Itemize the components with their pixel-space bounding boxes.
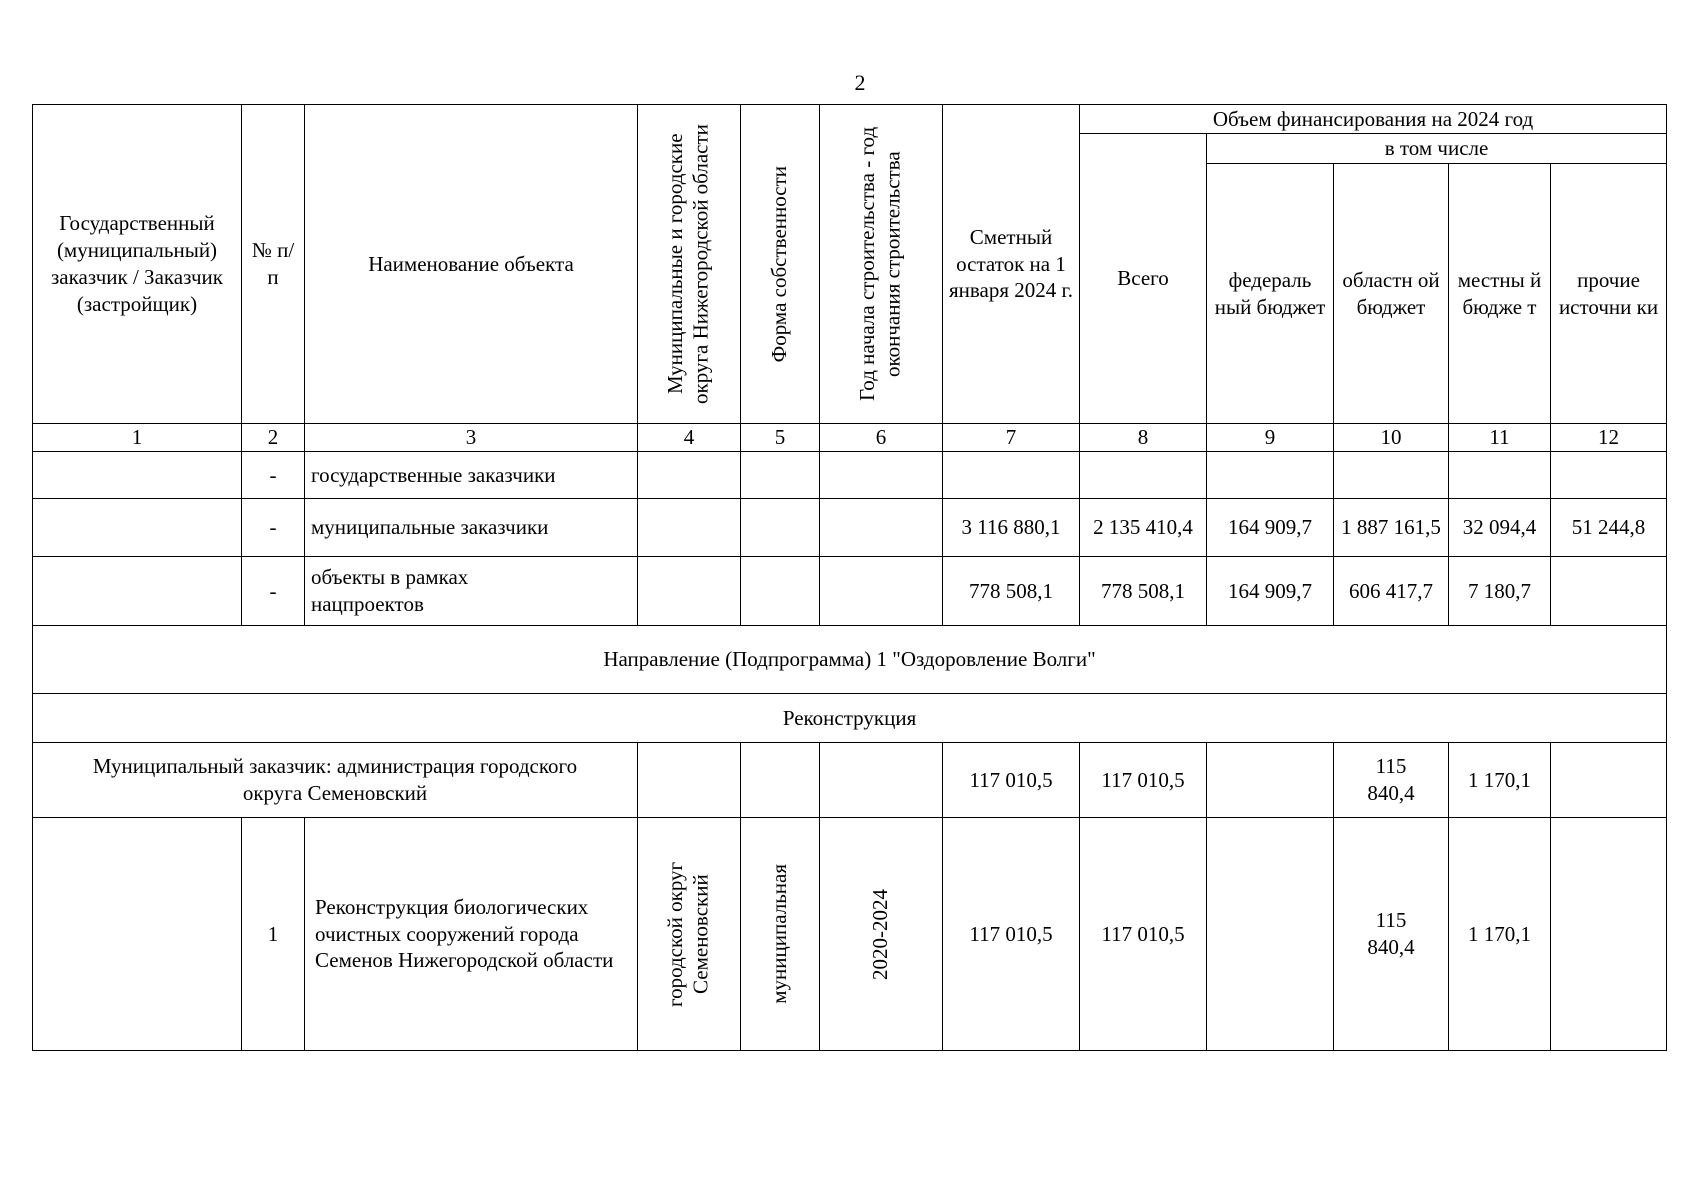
col-num-2: 2 xyxy=(242,424,305,452)
summary-local: 7 180,7 xyxy=(1449,557,1551,626)
header-local: местны й бюдже т xyxy=(1449,164,1551,424)
header-estimate-balance: Сметный остаток на 1 января 2024 г. xyxy=(943,105,1080,424)
col-num-1: 1 xyxy=(33,424,242,452)
header-total: Всего xyxy=(1080,134,1207,424)
summary-total xyxy=(1080,452,1207,499)
summary-federal xyxy=(1207,452,1334,499)
object-district xyxy=(638,818,741,1051)
summary-total: 2 135 410,4 xyxy=(1080,499,1207,557)
summary-local: 32 094,4 xyxy=(1449,499,1551,557)
summary-num: - xyxy=(242,452,305,499)
header-ownership xyxy=(741,105,820,424)
summary-other xyxy=(1551,557,1667,626)
summary-local xyxy=(1449,452,1551,499)
summary-estimate xyxy=(943,452,1080,499)
customer-federal xyxy=(1207,743,1334,818)
summary-total: 778 508,1 xyxy=(1080,557,1207,626)
summary-regional: 1 887 161,5 xyxy=(1334,499,1449,557)
customer-other xyxy=(1551,743,1667,818)
summary-name: государственные заказчики xyxy=(305,452,638,499)
header-municipal-districts-label: Муниципальные и городские округа Нижегородской области xyxy=(663,124,713,404)
object-regional: 115 840,4 xyxy=(1334,818,1449,1051)
header-years-label: Год начала строительства - год окончания строительства xyxy=(855,126,905,402)
object-district-label: городской округ Семеновский xyxy=(663,861,713,1007)
header-years xyxy=(820,105,943,424)
financing-table xyxy=(32,104,1667,1051)
col-num-3: 3 xyxy=(305,424,638,452)
object-federal xyxy=(1207,818,1334,1051)
subsection-title: Реконструкция xyxy=(33,694,1667,743)
header-customer: Государственный (муниципальный) заказчик / Заказчик (застройщик) xyxy=(33,105,242,424)
object-ownership xyxy=(741,818,820,1051)
section-title: Направление (Подпрограмма) 1 "Оздоровление Волги" xyxy=(33,626,1667,694)
header-federal: федераль ный бюджет xyxy=(1207,164,1334,424)
col-num-7: 7 xyxy=(943,424,1080,452)
col-num-12: 12 xyxy=(1551,424,1667,452)
header-number: № п/п xyxy=(242,105,305,424)
customer-total: 117 010,5 xyxy=(1080,743,1207,818)
object-num: 1 xyxy=(242,818,305,1051)
object-other xyxy=(1551,818,1667,1051)
col-num-11: 11 xyxy=(1449,424,1551,452)
customer-local: 1 170,1 xyxy=(1449,743,1551,818)
summary-num: - xyxy=(242,557,305,626)
object-estimate: 117 010,5 xyxy=(943,818,1080,1051)
object-ownership-label: муниципальная xyxy=(767,864,792,1004)
header-object-name: Наименование объекта xyxy=(305,105,638,424)
page-number: 2 xyxy=(854,70,866,95)
header-regional: областн ой бюджет xyxy=(1334,164,1449,424)
summary-federal: 164 909,7 xyxy=(1207,499,1334,557)
summary-row xyxy=(33,499,1667,557)
header-funding-2024: Объем финансирования на 2024 год xyxy=(1080,105,1667,134)
header-including: в том числе xyxy=(1207,134,1667,164)
summary-regional xyxy=(1334,452,1449,499)
summary-row xyxy=(33,452,1667,499)
col-num-6: 6 xyxy=(820,424,943,452)
summary-row xyxy=(33,557,1667,626)
customer-regional: 115 840,4 xyxy=(1334,743,1449,818)
object-name: Реконструкция биологических очистных сооружений города Семенов Нижегородской области xyxy=(305,818,638,1051)
summary-other xyxy=(1551,452,1667,499)
object-years xyxy=(820,818,943,1051)
customer-estimate: 117 010,5 xyxy=(943,743,1080,818)
header-ownership-label: Форма собственности xyxy=(767,165,792,363)
customer-row xyxy=(33,743,1667,818)
header-municipal-districts xyxy=(638,105,741,424)
summary-name: объекты в рамках нацпроектов xyxy=(305,557,638,626)
summary-estimate: 3 116 880,1 xyxy=(943,499,1080,557)
col-num-10: 10 xyxy=(1334,424,1449,452)
object-total: 117 010,5 xyxy=(1080,818,1207,1051)
object-years-label: 2020-2024 xyxy=(868,888,893,980)
col-num-8: 8 xyxy=(1080,424,1207,452)
object-row xyxy=(33,818,1667,1051)
summary-num: - xyxy=(242,499,305,557)
object-local: 1 170,1 xyxy=(1449,818,1551,1051)
col-num-9: 9 xyxy=(1207,424,1334,452)
col-num-5: 5 xyxy=(741,424,820,452)
column-numbers-row xyxy=(33,424,1667,452)
summary-estimate: 778 508,1 xyxy=(943,557,1080,626)
summary-name: муниципальные заказчики xyxy=(305,499,638,557)
header-other: прочие источни ки xyxy=(1551,164,1667,424)
customer-name: Муниципальный заказчик: администрация городского округа Семеновский xyxy=(33,743,638,818)
summary-federal: 164 909,7 xyxy=(1207,557,1334,626)
summary-other: 51 244,8 xyxy=(1551,499,1667,557)
summary-regional: 606 417,7 xyxy=(1334,557,1449,626)
col-num-4: 4 xyxy=(638,424,741,452)
